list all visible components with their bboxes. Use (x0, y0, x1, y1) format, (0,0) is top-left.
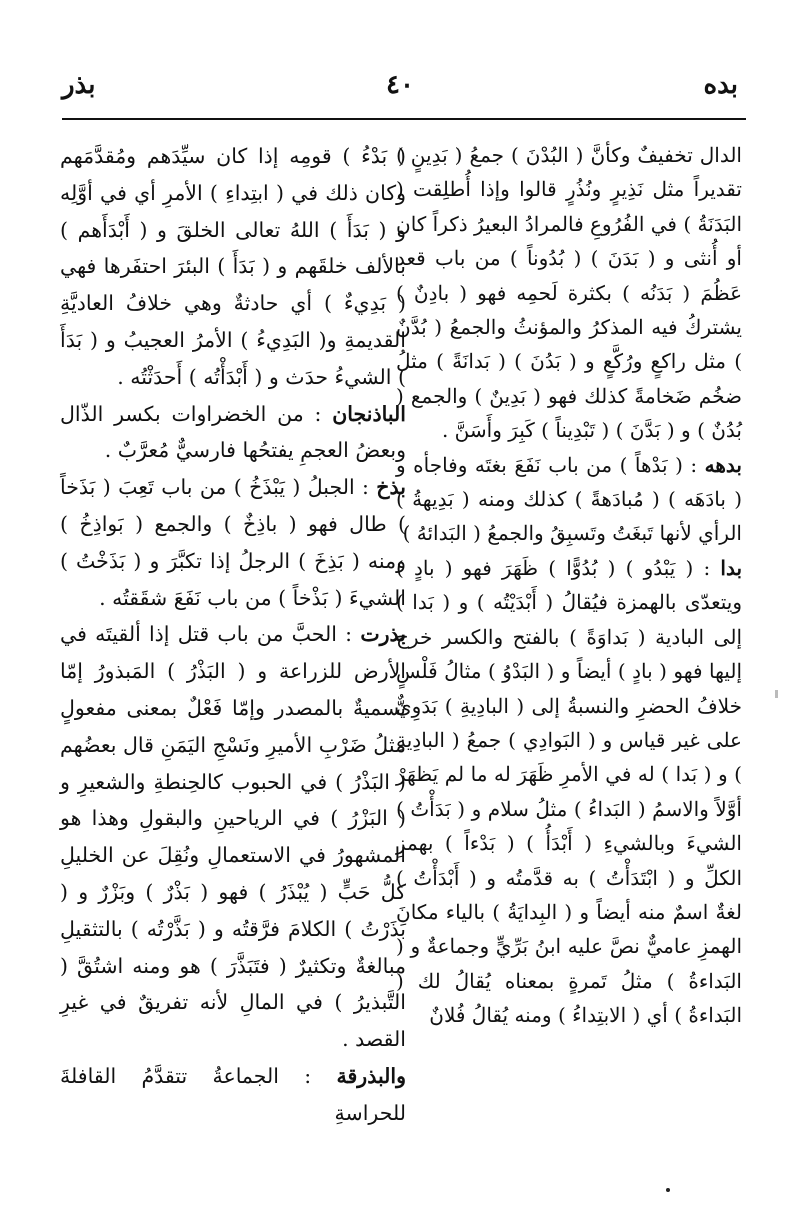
entry-paragraph (60, 616, 406, 1058)
entry-text: الدال تخفيفٌ وكأنَّ ( البُدْنَ ) جمعُ ( بَدِينٍ ) تقديراً مثل نَذِيرٍ ونُذُرٍ قالوا وإذا أُطلِقت ( البَدَنَةُ ) في الفُرُوعِ فالمرادُ البعيرُ ذكراً كان أو أُنثى و ( بَدَنَ ) ( بُدُوناً ) من باب قعد عَظُمَ ( بَدَنُه ) بكثرة لَحمِه فهو ( بادِنٌ ) يشتركُ فيه المذكرُ والمؤنثُ والجمعُ ( بُدَّنٌ ) مثل راكعٍ ورُكَّعٍ و ( بَدُنَ ) ( بَدانَةً ) مثلُ ضخُم ضَخامةً كذلك فهو ( بَدِينٌ ) والجمع ( بُدُنٌ ) و ( بَدَّنَ ) ( تَبْدِيناً ) كَبِرَ وأَسَنَّ . (396, 143, 742, 443)
print-speck (666, 1188, 670, 1192)
entry-text: : ( يَبْدُو ) ( بُدُوًّا ) ظَهَرَ فهو ( بادٍ ) ويتعدّى بالهمزة فيُقالُ ( أَبْدَيْتُه ) و ( بَدا ) إلى البادية ( بَداوَةً ) بالفتح والكسر خرج إليها فهو ( بادٍ ) أيضاً و ( البَدْوُ ) مثالُ فَلْسٍ خلافُ الحضرِ والنسبةُ إلى ( البادِيةِ ) بَدَوِيٌّ على غير قياس و ( البَوادِي ) جمعُ ( البادِيةِ ) و ( بَدا ) له في الأمرِ ظَهَرَ له ما لم يَظهَرْ أوَّلاً والاسمُ ( البَداءُ ) مثلُ سلام و ( بَدَأْتُ ) الشيءَ وبالشيءِ ( أَبْدَأُ ) ( بَدْءاً ) بهمزِ الكلِّ و ( ابْتَدَأْتُ ) به قدَّمتُه و ( أَبْدَأْتُ ) لغةٌ اسمٌ منه أيضاً و ( البِدايَةُ ) بالياء مكانَ الهمزِ عاميٌّ نصَّ عليه ابنُ بَرِّيٍّ وجماعةٌ و ( البَداءةُ ) مثلُ تَمرةٍ بمعناه يُقالُ لك ( البَداءةُ ) أي ( الابتِداءُ ) ومنه يُقالُ فُلانٌ (396, 555, 742, 1028)
right-column (396, 138, 742, 1033)
entry-text: : الجبلُ ( يَبْذَخُ ) من باب تَعِبَ ( بَذَخاً ) طال فهو ( باذِخٌ ) والجمع ( بَواذِخُ ) ومنه ( بَذِخَ ) الرجلُ إذا تكبَّرَ و ( بَذَخْتُ ) الشيءَ ( بَذْخاً ) من باب نَفَعَ شقَقتُه . (60, 475, 406, 610)
header-start-word: بده (703, 70, 738, 100)
entry-paragraph (60, 469, 406, 616)
entry-text: ( بَدْءُ ) قومِه إذا كان سيِّدَهم ومُقدَّمَهم وكان ذلك في ( ابتِداءِ ) الأمرِ أي في أوَّلِه و ( بَدَأَ ) اللهُ تعالى الخلقَ و ( أَبْدَأَهم ) بالألف خلقَهم و ( بَدَأَ ) البئرَ احتفَرها فهي ( بَدِيءٌ ) أي حادثةٌ وهي خلافُ العاديَّةِ القديمةِ و( البَدِيءُ ) الأمرُ العجيبُ و ( بَدَأَ ) الشيءُ حدَث و ( أَبْدَأْتُه ) أَحدَثْتُه . (60, 144, 406, 389)
entry-paragraph (396, 138, 742, 448)
entry-paragraph (60, 138, 406, 396)
left-column (60, 138, 406, 1132)
page-number: ٤٠ (386, 70, 414, 100)
entry-paragraph (60, 1058, 406, 1132)
entry-headword: بدا (720, 555, 743, 580)
entry-paragraph (60, 396, 406, 470)
entry-paragraph (396, 448, 742, 551)
entry-text: : الحبَّ من باب قتل إذا ألقيتَه في الأرض للزراعة و ( البَذْرُ ) المَبذورُ إمّا تسميةٌ بالمصدر وإمّا فَعْلٌ بمعنى مفعولٍ مثلُ ضَرْبِ الأميرِ ونَسْجِ اليَمَنِ قال بعضُهم ( البَذْرُ ) في الحبوب كالحِنطةِ والشعيرِ و ( البَزْرُ ) في الرياحينِ والبقولِ وهذا هو المشهورُ في الاستعمالِ ونُقِلَ عن الخليلِ كلُّ حَبٍّ ( يُبْذَرُ ) فهو ( بَذْرٌ ) وبَزْرٌ و ( بَذَرْتُ ) الكلامَ فرَّقتُه و ( بَذَّرْتُه ) بالتثقيلِ مبالغةٌ وتكثيرٌ ( فتَبَذَّرَ ) هو ومنه اشتُقَّ ( التَّبذيرُ ) في المالِ لأنه تفريقٌ في غيرِ القصد . (60, 622, 406, 1052)
entry-text: : من الخضراوات بكسر الذّال وبعضُ العجمِ يفتحُها فارسيٌّ مُعرَّبٌ . (60, 401, 406, 463)
page-header (62, 64, 738, 108)
entry-paragraph (396, 551, 742, 1033)
entry-text: : ( بَدْهاً ) من باب نَفَعَ بغتَه وفاجأه و ( بادَهَه ) ( مُبادَهةً ) كذلك ومنه ( بَدِيهةُ ) الرأي لأنها تَبغَتُ وتَسبِقُ والجمعُ ( البَدائهُ ) (396, 452, 742, 546)
entry-headword: بذرت (360, 622, 406, 647)
margin-mark (775, 690, 778, 698)
header-rule (62, 118, 746, 120)
entry-headword: بدهه (704, 452, 742, 477)
entry-text: : الجماعةُ تتقدَّمُ القافلةَ للحراسةِ (60, 1063, 406, 1125)
entry-headword: الباذنجان (332, 401, 406, 426)
entry-headword: بذخ (376, 475, 406, 500)
header-end-word: بذر (62, 70, 96, 100)
entry-headword: والبذرقة (336, 1063, 406, 1088)
